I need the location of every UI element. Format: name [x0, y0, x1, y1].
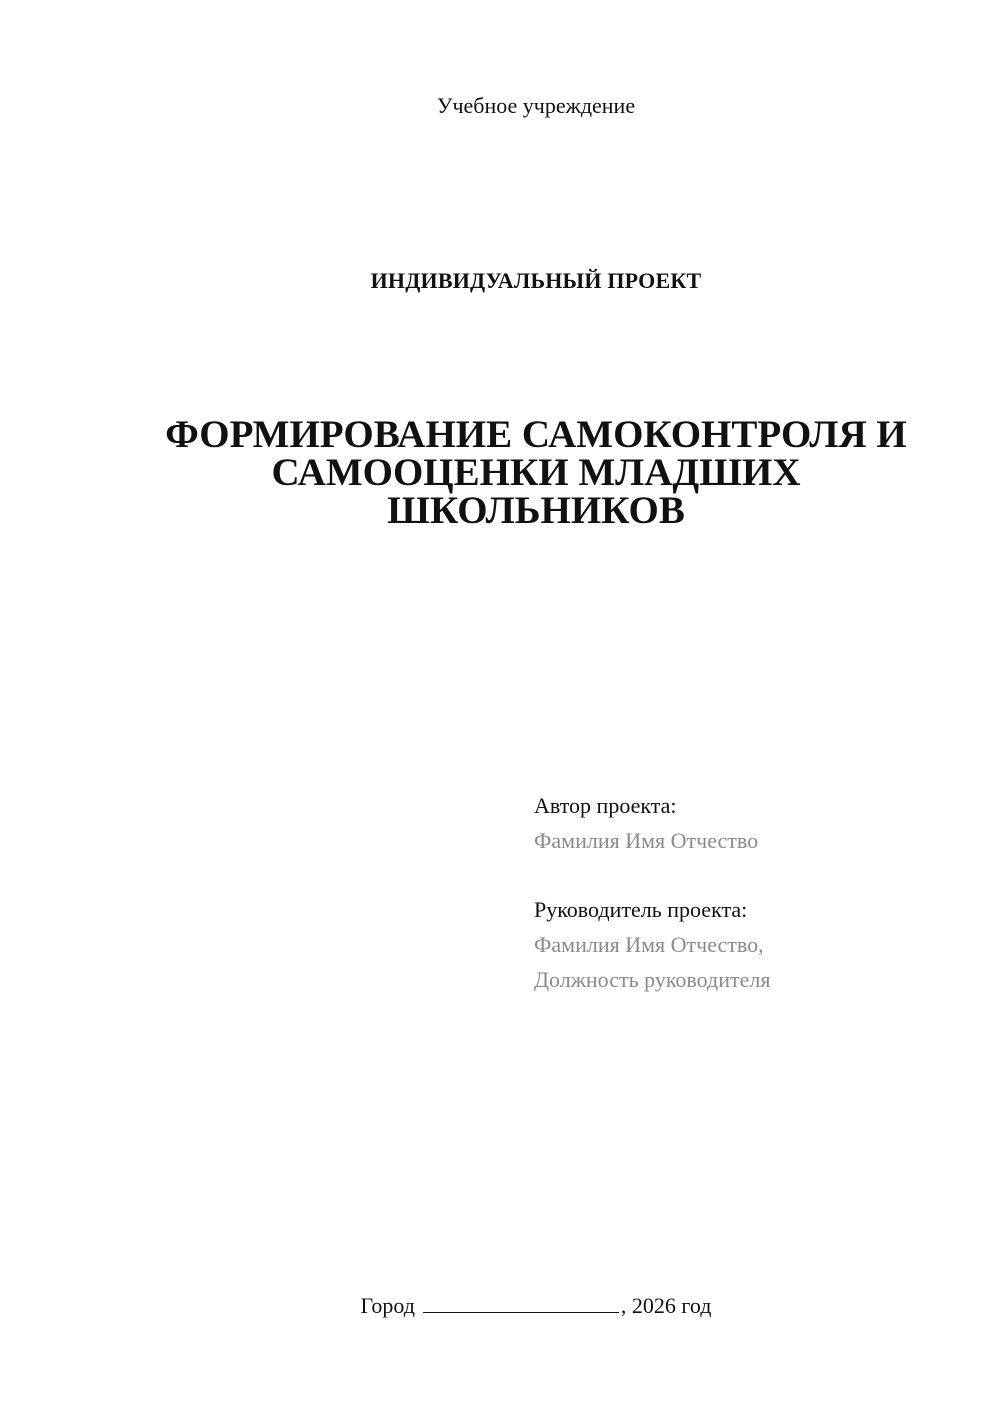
- project-title-line: САМООЦЕНКИ МЛАДШИХ: [271, 451, 801, 494]
- document-type-heading: ИНДИВИДУАЛЬНЫЙ ПРОЕКТ: [370, 268, 702, 293]
- project-title-line: ШКОЛЬНИКОВ: [387, 489, 685, 532]
- year-text: , 2026 год: [620, 1293, 712, 1318]
- project-title-line: ФОРМИРОВАНИЕ САМОКОНТРОЛЯ И: [165, 413, 907, 456]
- city-blank-line: [423, 1290, 619, 1313]
- supervisor-name-placeholder: Фамилия Имя Отчество,: [534, 932, 764, 957]
- project-credits: [534, 788, 964, 997]
- city-label: Город: [360, 1293, 415, 1318]
- supervisor-position-placeholder: Должность руководителя: [534, 967, 771, 992]
- spacer: [534, 858, 964, 892]
- supervisor-label: Руководитель проекта:: [534, 897, 748, 922]
- project-title: [150, 413, 922, 532]
- author-label: Автор проекта:: [534, 793, 677, 818]
- institution-name: Учебное учреждение: [436, 93, 636, 118]
- author-name-placeholder: Фамилия Имя Отчество: [534, 828, 759, 853]
- city-year-line: [0, 1290, 1000, 1321]
